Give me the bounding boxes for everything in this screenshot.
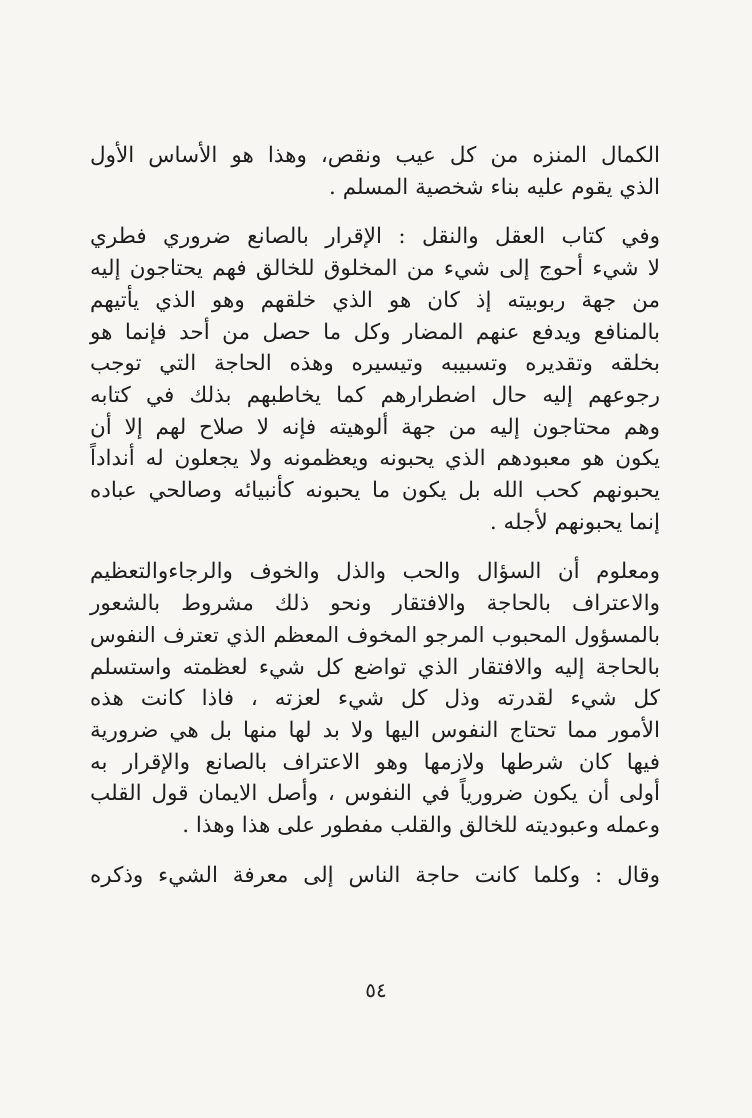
- text-line: يكون هو معبودهم الذي يحبونه ويعظمونه ولا يجعلون له أنداداً: [90, 446, 660, 472]
- text-line: بخلقه وتقديره وتسبيبه وتيسيره وهذه الحاجة التي توجب: [90, 351, 660, 377]
- text-line: لا شيء أحوج إلى شيء من المخلوق للخالق فهم يحتاجون إليه: [90, 256, 660, 282]
- body-text: [90, 140, 660, 891]
- text-line: فيها كان شرطها ولازمها وهو الاعتراف بالصانع والإقرار به: [90, 749, 660, 775]
- text-line: ومعلوم أن السؤال والحب والذل والخوف والرجاءوالتعظيم: [90, 559, 660, 585]
- text-line: وفي كتاب العقل والنقل : الإقرار بالصانع ضروري فطري: [90, 224, 660, 250]
- text-line: الأمور مما تحتاج النفوس اليها ولا بد لها منها بل هي ضرورية: [90, 717, 660, 743]
- text-line: يحبونهم كحب الله بل يكون ما يحبونه كأنبيائه وصالحي عباده: [90, 478, 660, 504]
- text-line: وهم محتاجون إليه من جهة ألوهيته فإنه لا صلاح لهم إلا أن: [90, 414, 660, 440]
- text-line: الذي يقوم عليه بناء شخصية المسلم .: [329, 174, 660, 200]
- text-line: إنما يحبونهم لأجله .: [489, 509, 660, 535]
- text-line: والاعتراف بالحاجة والافتقار ونحو ذلك مشروط بالشعور: [90, 591, 660, 617]
- text-line: وقال : وكلما كانت حاجة الناس إلى معرفة الشيء وذكره: [90, 862, 660, 888]
- text-line: من جهة ربوبيته إذ كان هو الذي خلقهم وهو الذي يأتيهم: [90, 287, 660, 313]
- paragraph-4: [90, 860, 660, 892]
- text-line: رجوعهم إليه حال اضطرارهم كما يخاطبهم بذلك في كتابه: [90, 382, 660, 408]
- text-line: بالحاجة إليه والافتقار الذي تواضع كل شيء لعظمته واستسلم: [90, 654, 660, 680]
- text-line: بالمنافع ويدفع عنهم المضار وكل ما حصل من أحد فإنما هو: [90, 319, 660, 345]
- paragraph-2: [90, 221, 660, 538]
- paragraph-1: [90, 140, 660, 203]
- text-line: وعمله وعبوديته للخالق والقلب مفطور على هذا وهذا .: [182, 813, 660, 839]
- text-line: كل شيء لقدرته وذل كل شيء لعزته ، فاذا كانت هذه: [90, 686, 660, 712]
- text-line: أولى أن يكون ضرورياً في النفوس ، وأصل الايمان قول القلب: [90, 781, 660, 807]
- text-line: بالمسؤول المحبوب المرجو المخوف المعظم الذي تعترف النفوس: [90, 622, 660, 647]
- page-number: ٥٤: [365, 978, 387, 1002]
- text-line: الكمال المنزه من كل عيب ونقص، وهذا هو الأساس الأول: [90, 143, 660, 168]
- paragraph-3: [90, 556, 660, 841]
